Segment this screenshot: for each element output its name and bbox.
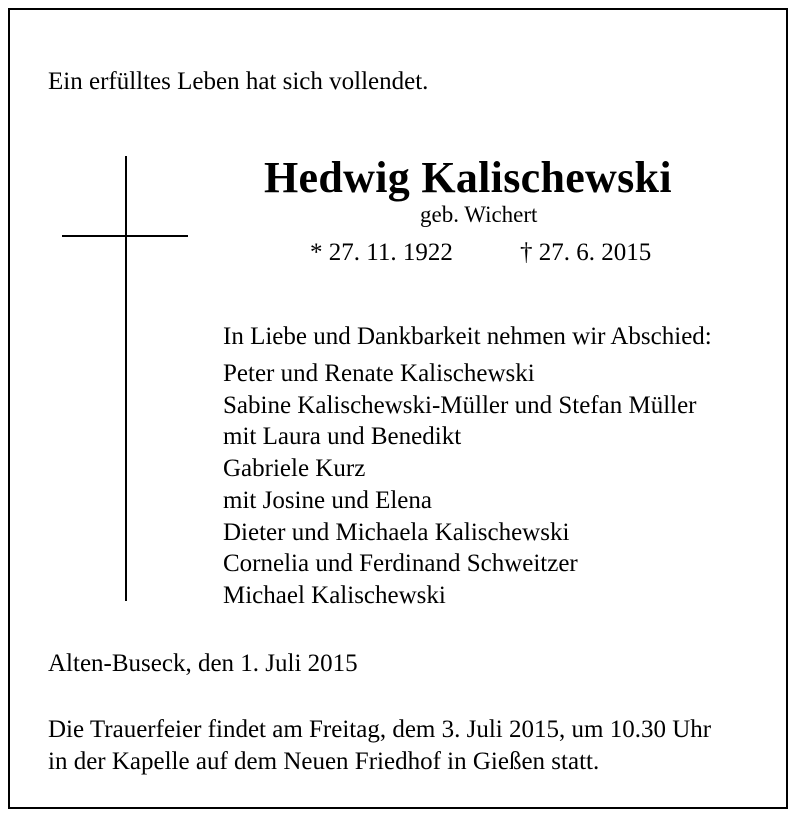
mourner-line: Gabriele Kurz — [223, 455, 366, 483]
farewell-intro: In Liebe und Dankbarkeit nehmen wir Abschied: — [223, 323, 712, 350]
birth-name: geb. Wichert — [420, 202, 538, 227]
motto: Ein erfülltes Leben hat sich vollendet. — [48, 68, 429, 95]
obituary-frame — [8, 8, 788, 809]
birth-date: * 27. 11. 1922 — [310, 239, 453, 266]
mourner-line: Dieter und Michaela Kalischewski — [223, 518, 570, 546]
funeral-service-info — [48, 714, 711, 778]
service-line: in der Kapelle auf dem Neuen Friedhof in Gießen statt. — [48, 748, 600, 775]
mourner-line: Sabine Kalischewski-Müller und Stefan Müller — [223, 391, 697, 419]
mourner-line: mit Josine und Elena — [223, 486, 432, 514]
service-line: Die Trauerfeier findet am Freitag, dem 3. Juli 2015, um 10.30 Uhr — [48, 716, 712, 743]
death-date: † 27. 6. 2015 — [520, 239, 652, 266]
mourner-line: mit Laura und Benedikt — [223, 423, 462, 451]
place-and-date: Alten-Buseck, den 1. Juli 2015 — [48, 650, 358, 677]
mourner-line: Cornelia und Ferdinand Schweitzer — [223, 550, 578, 578]
cross-horizontal-bar — [62, 235, 188, 237]
mourners-list — [223, 358, 697, 612]
cross-vertical-bar — [125, 156, 127, 601]
mourner-line: Peter und Renate Kalischewski — [223, 360, 535, 387]
mourner-line: Michael Kalischewski — [223, 581, 446, 609]
deceased-name: Hedwig Kalischewski — [264, 153, 672, 202]
